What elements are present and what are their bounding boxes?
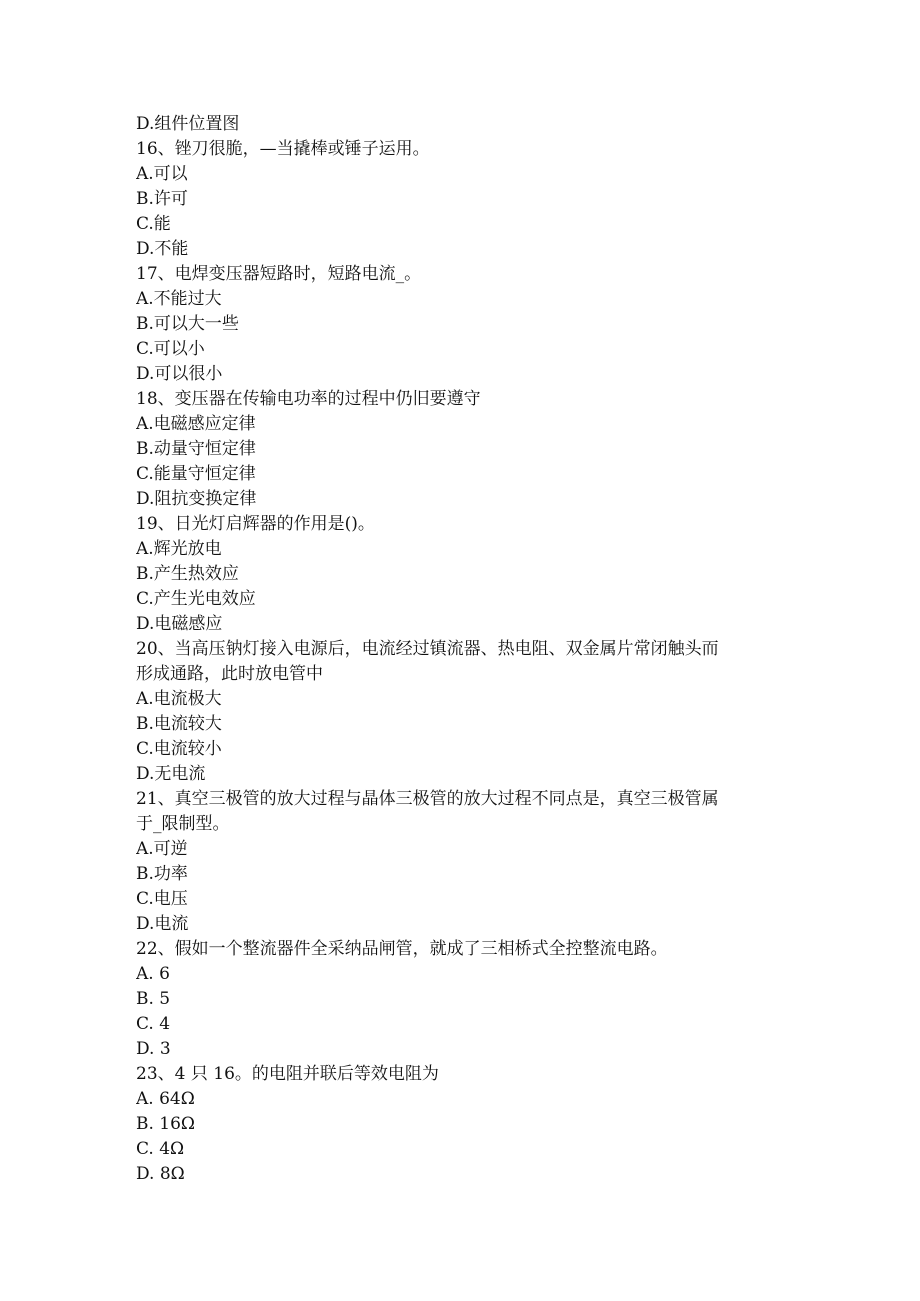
option-d-q21: D.电流 <box>136 914 189 934</box>
option-a-q23: A. 64Ω <box>136 1089 195 1109</box>
question-21-line-1: 21、真空三极管的放大过程与晶体三极管的放大过程不同点是，真空三极管属 <box>136 789 719 809</box>
option-b-q19: B.产生热效应 <box>136 564 239 584</box>
option-a-q20: A.电流极大 <box>136 689 222 709</box>
option-a-q19: A.辉光放电 <box>136 539 222 559</box>
option-d-q22: D. 3 <box>136 1039 171 1059</box>
option-c-q21: C.电压 <box>136 889 188 909</box>
option-b-q21: B.功率 <box>136 864 188 884</box>
option-c-q23: C. 4Ω <box>136 1139 185 1159</box>
option-c-q16: C.能 <box>136 214 171 234</box>
question-19: 19、日光灯启辉器的作用是()。 <box>136 514 375 534</box>
option-d-q15: D.组件位置图 <box>136 114 240 134</box>
option-c-q19: C.产生光电效应 <box>136 589 256 609</box>
option-c-q22: C. 4 <box>136 1014 171 1034</box>
question-18: 18、变压器在传输电功率的过程中仍旧要遵守 <box>136 389 481 409</box>
question-17: 17、电焊变压器短路时，短路电流_。 <box>136 264 422 284</box>
option-a-q18: A.电磁感应定律 <box>136 414 256 434</box>
option-b-q22: B. 5 <box>136 989 171 1009</box>
question-20-line-1: 20、当高压钠灯接入电源后，电流经过镇流器、热电阻、双金属片常闭触头而 <box>136 639 719 659</box>
option-a-q17: A.不能过大 <box>136 289 222 309</box>
question-21-line-2: 于_限制型。 <box>136 814 230 834</box>
option-a-q22: A. 6 <box>136 964 170 984</box>
document-page <box>136 112 786 1187</box>
option-d-q18: D.阻抗变换定律 <box>136 489 257 509</box>
option-b-q23: B. 16Ω <box>136 1114 196 1134</box>
option-a-q21: A.可逆 <box>136 839 188 859</box>
question-22: 22、假如一个整流器件全采纳品闸管，就成了三相桥式全控整流电路。 <box>136 939 668 959</box>
option-d-q20: D.无电流 <box>136 764 206 784</box>
question-20-line-2: 形成通路，此时放电管中 <box>136 664 323 684</box>
option-d-q16: D.不能 <box>136 239 189 259</box>
option-b-q17: B.可以大一些 <box>136 314 239 334</box>
option-c-q18: C.能量守恒定律 <box>136 464 256 484</box>
option-b-q20: B.电流较大 <box>136 714 222 734</box>
option-b-q16: B.许可 <box>136 189 188 209</box>
question-23: 23、4 只 16。的电阻并联后等效电阻为 <box>136 1064 439 1084</box>
option-b-q18: B.动量守恒定律 <box>136 439 256 459</box>
option-d-q23: D. 8Ω <box>136 1164 185 1184</box>
option-c-q17: C.可以小 <box>136 339 205 359</box>
question-16: 16、锉刀很脆，—当撬棒或锤子运用。 <box>136 139 430 159</box>
option-a-q16: A.可以 <box>136 164 188 184</box>
option-d-q17: D.可以很小 <box>136 364 223 384</box>
option-c-q20: C.电流较小 <box>136 739 222 759</box>
option-d-q19: D.电磁感应 <box>136 614 223 634</box>
